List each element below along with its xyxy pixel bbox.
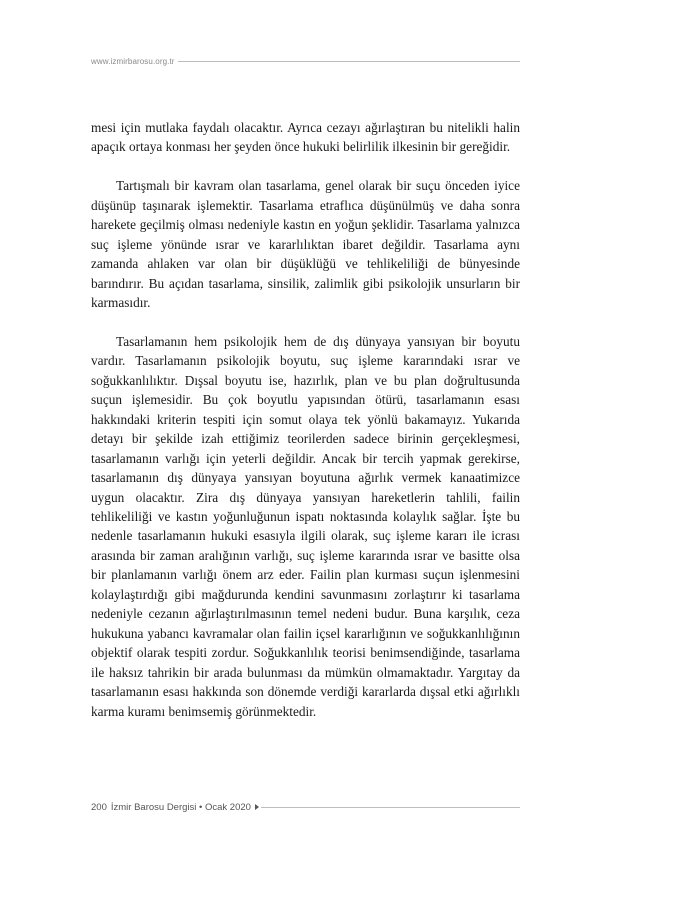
footer-arrow-icon <box>255 804 259 810</box>
footer-info <box>91 802 251 813</box>
paragraph-definition: Tartışmalı bir kavram olan tasarlama, genel olarak bir suçu önceden iyice düşünüp taşınarak işlemektir. Tasarlama etraflıca düşünülmüş ve daha sonra harekete geçilmiş olması nedeniyle kastın en yoğun şeklidir. Tasarlama yalnızca suç işleme yönünde ısrar ve kararlılıktan ibaret değildir. Tasarlama aynı zamanda ahlaken var olan bir düşüklüğü ve tehlikeliliği de bünyesinde barındırır. Bu açıdan tasarlama, sinsilik, zalimlik gibi psikolojik unsurların bir karmasıdır. <box>91 178 520 311</box>
issue-date: Ocak 2020 <box>205 801 251 813</box>
journal-name: İzmir Barosu Dergisi <box>110 801 197 813</box>
page-footer <box>91 800 520 814</box>
paragraph-continuation: mesi için mutlaka faydalı olacaktır. Ayrıca cezayı ağırlaştıran bu nitelikli halin apaçık ortaya konması her şeyden önce hukuki belirlilik ilkesinin bir gereğidir. <box>91 120 520 155</box>
article-body <box>91 118 520 721</box>
paragraph-dimensions: Tasarlamanın hem psikolojik hem de dış dünyaya yansıyan bir boyutu vardır. Tasarlamanın psikolojik boyutu, suç işleme kararındaki ısrar ve soğukkanlılıktır. Dışsal boyutu ise, hazırlık, plan ve bu plan doğrultusunda suçun işlemesidir. Bu çok boyutlu yapısından ötürü, tasarlamanın esası hakkındaki kriterin tespiti için somut olaya tek yönlü bakamayız. Yukarıda detayı bir şekilde izah ettiğimiz teorilerden sadece birinin gerçekleşmesi, tasarlamanın varlığı için yeterli değildir. Ancak bir tercih yapmak gerekirse, tasarlamanın dış dünyaya yansıyan boyutuna ağırlık vermek kanaatimizce uygun olacaktır. Zira dış dünyaya yansıyan hareketlerin tahlili, failin tehlikeliliği ve kastın yoğunluğunun ispatı noktasında kolaylık sağlar. İşte bu nedenle tasarlamanın hukuki esasıyla ilgili olarak, suç işleme kararı ile icrası arasında bir zaman aralığının varlığı, suç işleme kararında ısrar ve basitte olsa bir planlamanın varlığı önem arz eder. Failin plan kurması suçun işlenmesini kolaylaştırdığı gibi mağdurunda kendini savunmasını zorlaştırır ki tasarlama nedeniyle cezanın ağırlaştırılmasının temel nedeni budur. Buna karşılık, ceza hukukuna yabancı kavramalar olan failin içsel kararlığının ve soğukkanlılığının objektif olarak tespiti zordur. Soğukkanlılık teorisi benimsendiğinde, tasarlama ile haksız tahrikin bir arada bulunması da mümkün olmamaktadır. Yargıtay da tasarlamanın esası hakkında son dönemde verdiği kararlarda dışsal etki ağırlıklı karma kuramı benimsemiş görünmektedir. <box>91 333 520 719</box>
page-header <box>91 54 520 68</box>
header-rule <box>178 61 520 62</box>
footer-separator: • <box>199 801 203 813</box>
footer-rule <box>261 807 520 808</box>
page-number: 200 <box>91 801 107 813</box>
header-url[interactable]: www.izmirbarosu.org.tr <box>91 56 175 66</box>
